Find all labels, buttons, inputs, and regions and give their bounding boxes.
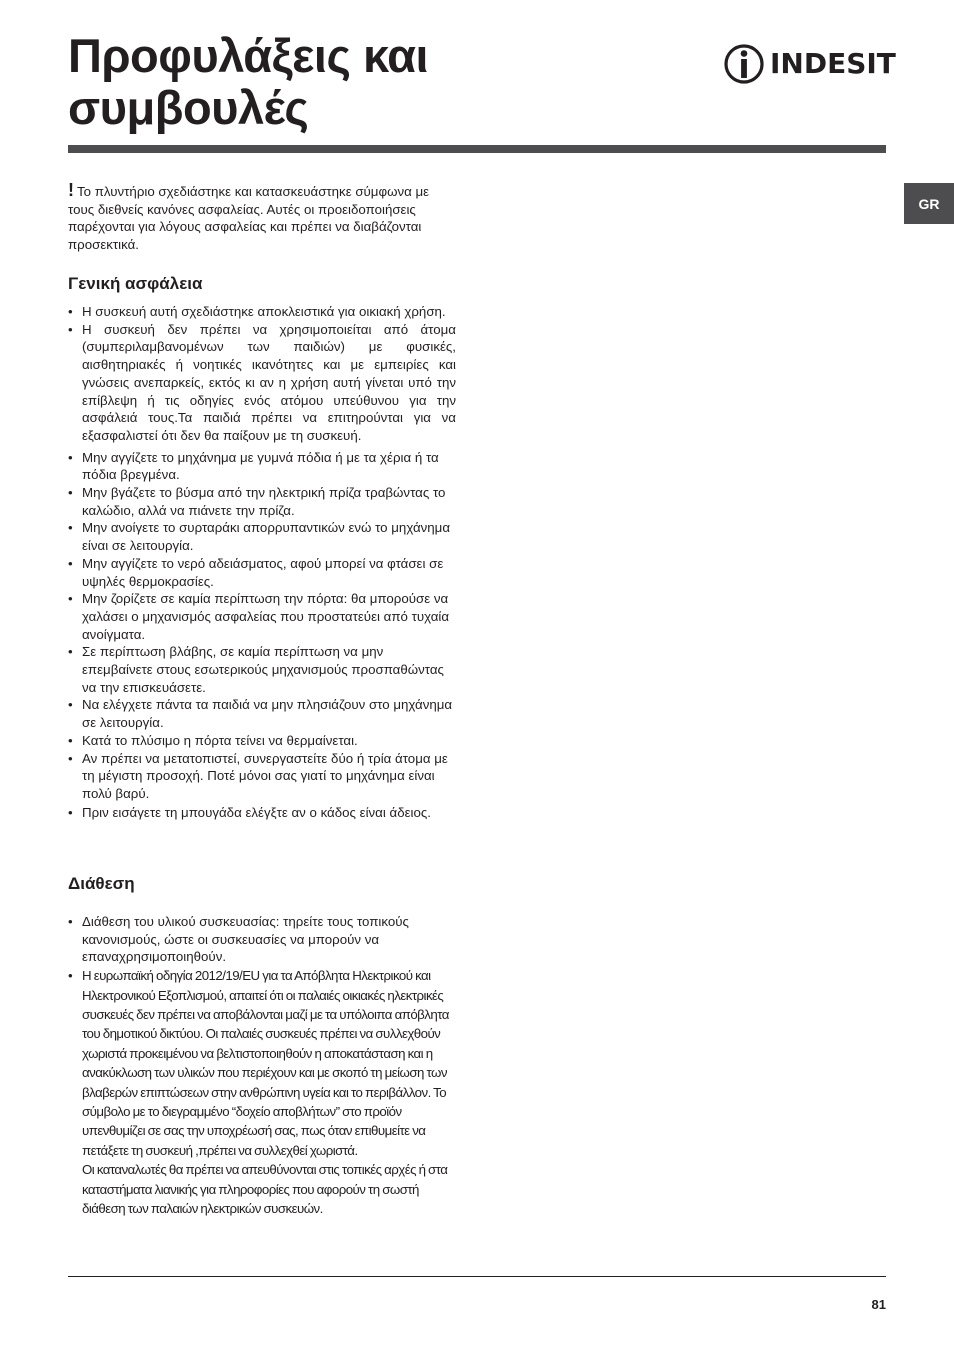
disposal-list: [68, 913, 456, 1218]
list-item: • Μην βγάζετε το βύσμα από την ηλεκτρική πρίζα τραβώντας το καλώδιο, αλλά να πιάνετε την πρίζα.: [68, 484, 456, 519]
page-number: 81: [871, 1297, 886, 1312]
list-item: • Σε περίπτωση βλάβης, σε καμία περίπτωση να μην επεμβαίνετε στους εσωτερικούς μηχανισμούς προσπαθώντας να την επισκευάσετε.: [68, 643, 456, 696]
indesit-i-logo-icon: [724, 43, 764, 85]
list-item: • Μην αγγίζετε το μηχάνημα με γυμνά πόδια ή με τα χέρια ή τα πόδια βρεγμένα.: [68, 449, 456, 484]
section-heading-general-safety: Γενική ασφάλεια: [68, 274, 203, 293]
list-item: • Πριν εισάγετε τη μπουγάδα ελέγξτε αν ο κάδος είναι άδειος.: [68, 803, 456, 823]
warning-mark: !: [68, 180, 74, 200]
section-heading-disposal: Διάθεση: [68, 874, 135, 893]
list-item: • Να ελέγχετε πάντα τα παιδιά να μην πλησιάζουν στο μηχάνημα σε λειτουργία.: [68, 696, 456, 731]
language-tab: GR: [904, 183, 954, 224]
general-safety-list-wrap: [68, 303, 456, 822]
list-item: • Μην ανοίγετε το συρταράκι απορρυπαντικών ενώ το μηχάνημα είναι σε λειτουργία.: [68, 519, 456, 554]
page-title: Προφυλάξεις και συμβουλές: [68, 29, 429, 134]
intro-text: Το πλυντήριο σχεδιάστηκε και κατασκευάστηκε σύμφωνα με τους διεθνείς κανόνες ασφαλείας. Αυτές οι προειδοποιήσεις παρέχονται για λόγους ασφαλείας και πρέπει να διαβάζονται προσεκτικά.: [68, 184, 430, 253]
weee-consumer-text: Οι καταναλωτές θα πρέπει να απευθύνονται στις τοπικές αρχές ή στα καταστήματα λιανικής για πληροφορίες που αφορούν τη σωστή διάθεση των παλαιών ηλεκτρικών συσκευών.: [82, 1162, 448, 1216]
brand-name: INDESIT: [770, 47, 896, 80]
footer-rule: [68, 1276, 886, 1277]
disposal-list-wrap: [68, 913, 456, 1218]
brand-logo: [724, 42, 896, 86]
intro-warning: [68, 182, 456, 254]
header-rule: [68, 145, 886, 153]
list-item: • Η συσκευή δεν πρέπει να χρησιμοποιείται από άτομα (συμπεριλαμβανομένων των παιδιών) με φυσικές, αισθητηριακές ή νοητικές ικανότητες και με εμπειρίες και γνώσεις ανεπαρκείς, εκτός κι αν η χρήση αυτή γίνεται υπό την επίβλεψη ή τις οδηγίες ενός ατόμου υπεύθυνου για την ασφάλειά τους.Τα παιδιά πρέπει να επιτηρούνται για να εξασφαλιστεί ότι δεν θα παίξουν με τη συσκευή.: [68, 321, 456, 445]
general-safety-list: [68, 303, 456, 822]
list-item: • Αν πρέπει να μετατοπιστεί, συνεργαστείτε δύο ή τρία άτομα με τη μέγιστη προσοχή. Ποτέ μόνοι σας γιατί το μηχάνημα είναι πολύ βαρύ.: [68, 750, 456, 803]
list-item: • Μην ζορίζετε σε καμία περίπτωση την πόρτα: θα μπορούσε να χαλάσει ο μηχανισμός ασφαλείας που προστατεύει από τυχαία ανοίγματα.: [68, 590, 456, 643]
list-item: • Κατά το πλύσιμο η πόρτα τείνει να θερμαίνεται.: [68, 732, 456, 750]
list-item: • Μην αγγίζετε το νερό αδειάσματος, αφού μπορεί να φτάσει σε υψηλές θερμοκρασίες.: [68, 555, 456, 590]
list-item: • Διάθεση του υλικού συσκευασίας: τηρείτε τους τοπικούς κανονισμούς, ώστε οι συσκευασίες να μπορούν να επαναχρησιμοποιηθούν.: [68, 913, 456, 966]
list-item: • Η συσκευή αυτή σχεδιάστηκε αποκλειστικά για οικιακή χρήση.: [68, 303, 456, 321]
weee-directive-text: Η ευρωπαϊκή οδηγία 2012/19/EU για τα Απόβλητα Ηλεκτρικού και Ηλεκτρονικού Εξοπλισμού, απαιτεί ότι οι παλαιές οικιακές ηλεκτρικές συσκευές δεν πρέπει να αποβάλονται μαζί με τα υπόλοιπα απόβλητα του δημοτικού δικτύου. Οι παλαιές συσκευές πρέπει να συλλεχθούν χωριστά προκειμένου να βελτιστοποιηθούν η αποκατάσταση και η ανακύκλωση των υλικών που περιέχουν και με σκοπό τη μείωση των βλαβερών επιπτώσεων στην ανθρώπινη υγεία και το περιβάλλον. Το σύμβολο με το διεγραμμένο “δοχείο αποβλήτων” στο προϊόν υπενθυμίζει σε σας την υποχρέωσή σας, πως όταν επιθυμείτε να πετάξετε τη συσκευή ,πρέπει να συλλεχθεί χωριστά.: [82, 968, 449, 1158]
list-item: [68, 966, 456, 1218]
